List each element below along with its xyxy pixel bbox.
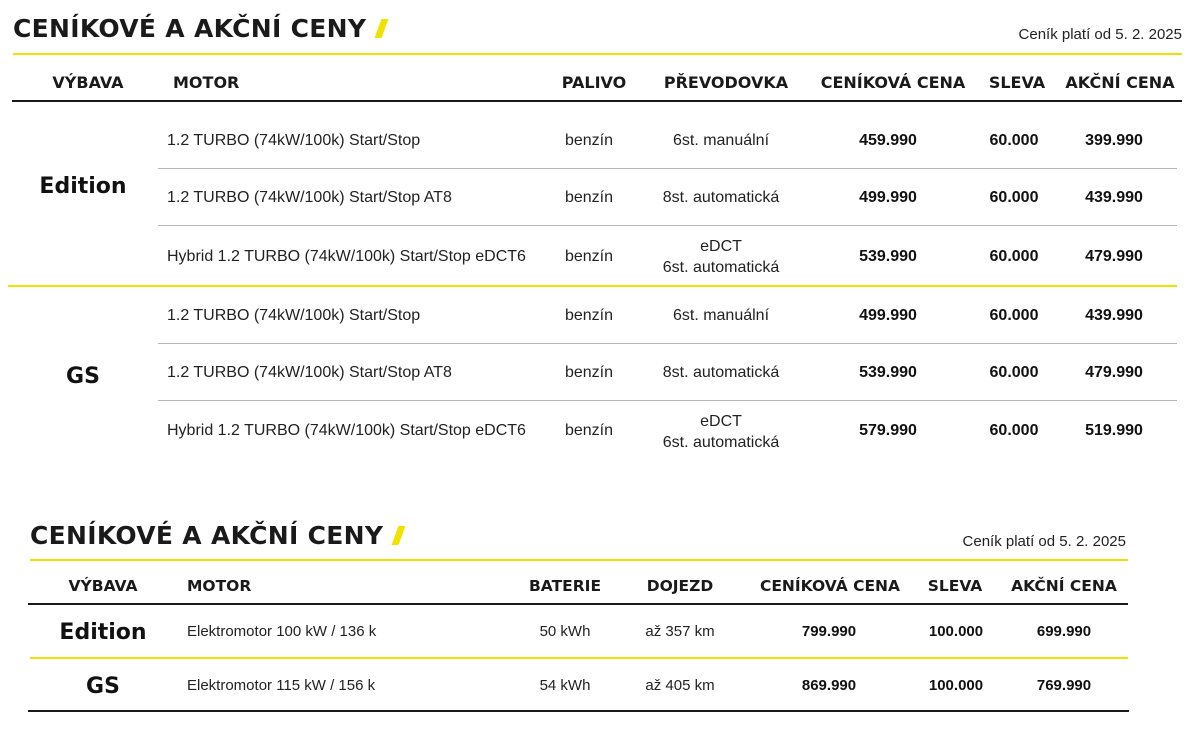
fuel-cell: benzín	[564, 307, 614, 324]
row-divider	[158, 168, 1177, 169]
engine-cell: 1.2 TURBO (74kW/100k) Start/Stop AT8	[167, 189, 452, 206]
header-list-price: CENÍKOVÁ CENA	[759, 577, 901, 595]
gearbox-cell: 8st. automatická	[662, 364, 780, 381]
table-bottom-rule	[28, 710, 1129, 712]
discount-cell: 60.000	[989, 248, 1039, 265]
header-gearbox: PŘEVODOVKA	[663, 73, 789, 92]
promo-price-cell: 699.990	[1036, 623, 1092, 640]
validity-date: 5. 2. 2025	[1115, 26, 1182, 43]
promo-price-cell: 479.990	[1085, 248, 1143, 265]
header-engine: MOTOR	[173, 73, 240, 92]
gearbox-cell: eDCT 6st. automatická	[662, 413, 780, 451]
header-rule	[28, 603, 1128, 605]
gearbox-cell: eDCT 6st. automatická	[662, 238, 780, 276]
discount-cell: 60.000	[989, 422, 1039, 439]
header-promo-price: AKČNÍ CENA	[1065, 73, 1175, 92]
promo-price-cell: 519.990	[1085, 422, 1143, 439]
fuel-cell: benzín	[564, 248, 614, 265]
fuel-cell: benzín	[564, 422, 614, 439]
header-fuel: PALIVO	[561, 73, 627, 92]
row-divider	[158, 225, 1177, 226]
list-price-cell: 499.990	[859, 307, 917, 324]
validity-date: 5. 2. 2025	[1059, 533, 1126, 550]
header-discount: SLEVA	[927, 577, 983, 595]
title-underline	[30, 559, 1128, 561]
header-promo-price: AKČNÍ CENA	[1011, 577, 1117, 595]
promo-price-cell: 439.990	[1085, 307, 1143, 324]
list-price-cell: 499.990	[859, 189, 917, 206]
promo-price-cell: 769.990	[1036, 677, 1092, 694]
group-label-edition: Edition	[39, 174, 127, 199]
discount-cell: 100.000	[928, 623, 984, 640]
row-divider	[158, 343, 1177, 344]
title-underline	[13, 53, 1182, 55]
engine-cell: Elektromotor 100 kW / 136 k	[187, 623, 377, 640]
list-price-cell: 869.990	[801, 677, 857, 694]
fuel-cell: benzín	[564, 364, 614, 381]
discount-cell: 60.000	[989, 307, 1039, 324]
range-cell: až 405 km	[645, 677, 715, 694]
group-divider	[8, 285, 1177, 287]
discount-cell: 60.000	[989, 364, 1039, 381]
header-discount: SLEVA	[988, 73, 1046, 92]
header-engine: MOTOR	[187, 577, 252, 595]
list-price-cell: 539.990	[859, 248, 917, 265]
group-divider	[30, 657, 1128, 659]
engine-cell: Hybrid 1.2 TURBO (74kW/100k) Start/Stop eDCT6	[167, 422, 526, 439]
range-cell: až 357 km	[645, 623, 715, 640]
table-title: CENÍKOVÉ A AKČNÍ CENY	[30, 521, 402, 550]
header-range: DOJEZD	[646, 577, 714, 595]
header-list-price: CENÍKOVÁ CENA	[820, 73, 966, 92]
header-rule	[12, 100, 1182, 102]
gearbox-cell: 6st. manuální	[672, 132, 770, 149]
list-price-cell: 459.990	[859, 132, 917, 149]
table-title: CENÍKOVÉ A AKČNÍ CENY	[13, 14, 385, 43]
yellow-slash-icon	[375, 19, 389, 38]
list-price-cell: 799.990	[801, 623, 857, 640]
list-price-cell: 579.990	[859, 422, 917, 439]
engine-cell: 1.2 TURBO (74kW/100k) Start/Stop	[167, 132, 421, 149]
row-divider	[158, 400, 1177, 401]
discount-cell: 60.000	[989, 189, 1039, 206]
fuel-cell: benzín	[564, 132, 614, 149]
battery-cell: 50 kWh	[539, 623, 591, 640]
gearbox-cell: 6st. manuální	[672, 307, 770, 324]
header-trim: VÝBAVA	[52, 73, 124, 92]
engine-cell: Hybrid 1.2 TURBO (74kW/100k) Start/Stop eDCT6	[167, 248, 526, 265]
header-trim: VÝBAVA	[68, 577, 138, 595]
gearbox-cell: 8st. automatická	[662, 189, 780, 206]
engine-cell: Elektromotor 115 kW / 156 k	[187, 677, 376, 694]
promo-price-cell: 439.990	[1085, 189, 1143, 206]
discount-cell: 60.000	[989, 132, 1039, 149]
list-price-cell: 539.990	[859, 364, 917, 381]
battery-cell: 54 kWh	[539, 677, 591, 694]
validity-note: Ceník platí od 5. 2. 2025	[962, 533, 1126, 550]
header-battery: BATERIE	[528, 577, 602, 595]
engine-cell: 1.2 TURBO (74kW/100k) Start/Stop AT8	[167, 364, 452, 381]
validity-note: Ceník platí od 5. 2. 2025	[1018, 26, 1182, 43]
promo-price-cell: 399.990	[1085, 132, 1143, 149]
engine-cell: 1.2 TURBO (74kW/100k) Start/Stop	[167, 307, 421, 324]
trim-cell: Edition	[59, 620, 147, 645]
discount-cell: 100.000	[928, 677, 984, 694]
group-label-gs: GS	[66, 364, 100, 389]
fuel-cell: benzín	[564, 189, 614, 206]
promo-price-cell: 479.990	[1085, 364, 1143, 381]
yellow-slash-icon	[392, 526, 406, 545]
trim-cell: GS	[86, 674, 120, 699]
